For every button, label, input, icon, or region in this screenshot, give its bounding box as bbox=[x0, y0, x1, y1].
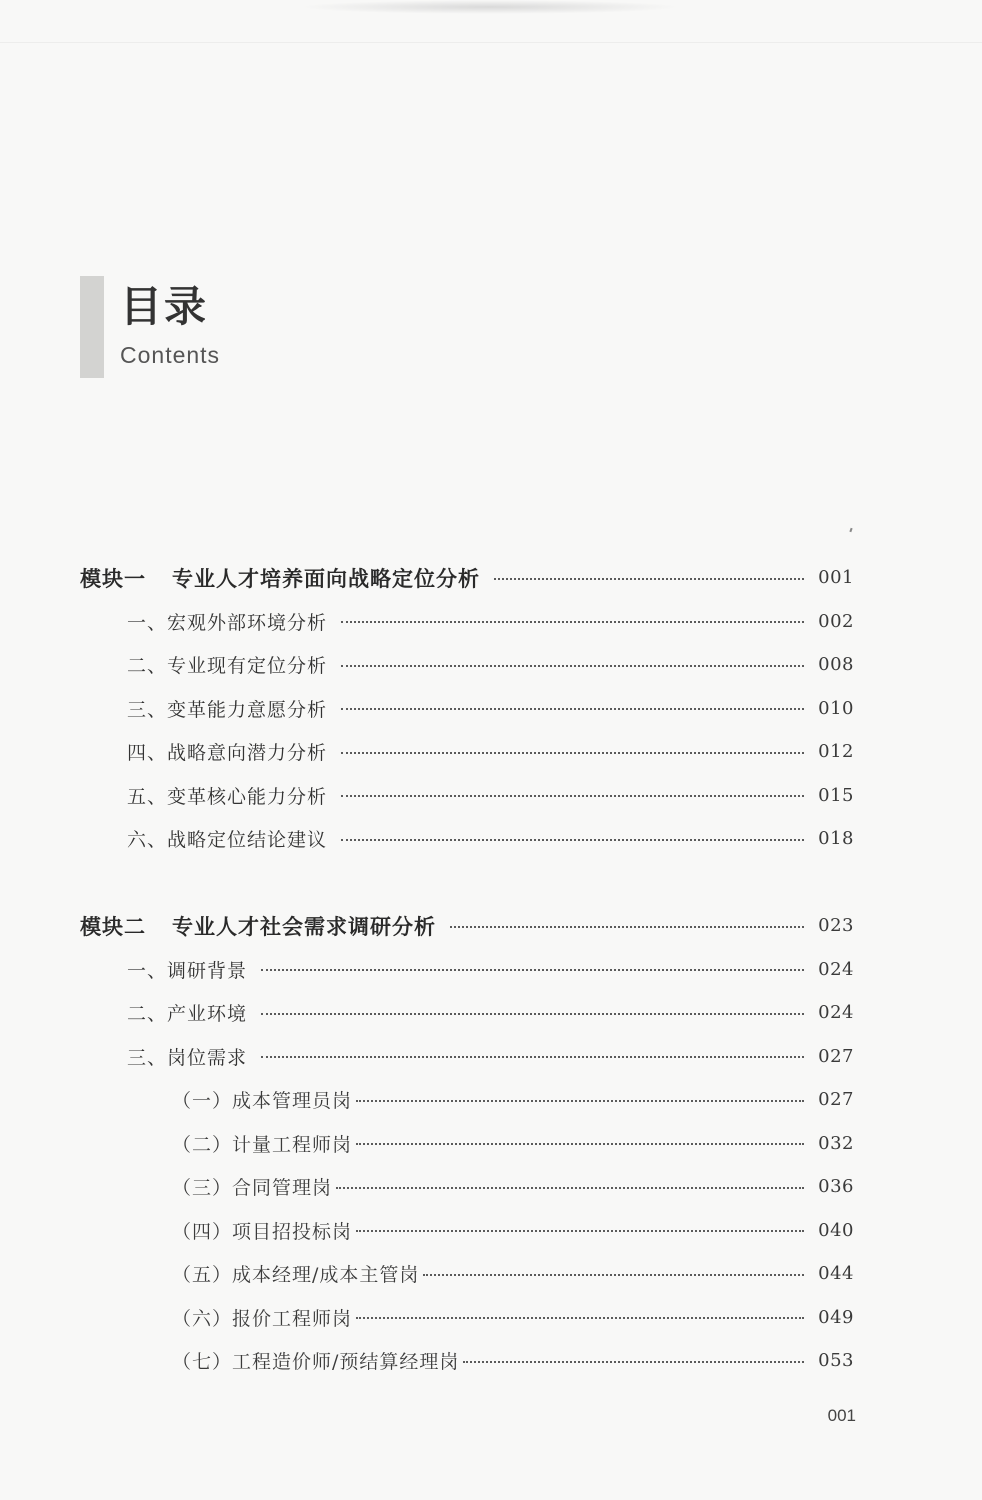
toc-section[interactable] bbox=[80, 600, 854, 644]
dot-leader bbox=[341, 708, 804, 710]
toc-section[interactable] bbox=[80, 687, 854, 731]
toc-section[interactable] bbox=[80, 991, 854, 1035]
toc-subsection-title: （四）项目招投标岗 bbox=[172, 1220, 353, 1243]
toc-page-number: 018 bbox=[818, 828, 854, 850]
dot-leader bbox=[356, 1230, 804, 1232]
toc-page-number: 027 bbox=[818, 1089, 854, 1111]
toc-section[interactable] bbox=[80, 643, 854, 687]
toc-page-number: 024 bbox=[818, 958, 854, 980]
toc-section-title: 二、产业环境 bbox=[127, 1003, 248, 1026]
dot-leader bbox=[356, 1100, 804, 1102]
toc-page-number: 023 bbox=[818, 915, 854, 937]
toc-section-title: 六、战略定位结论建议 bbox=[127, 829, 328, 852]
dot-leader bbox=[341, 621, 804, 623]
toc-module-2[interactable] bbox=[80, 904, 854, 948]
dot-leader bbox=[261, 1056, 804, 1058]
dot-leader bbox=[341, 665, 804, 667]
dot-leader bbox=[341, 752, 804, 754]
folio-page-number: 001 bbox=[827, 1406, 856, 1425]
toc-module-title: 专业人才社会需求调研分析 bbox=[172, 913, 436, 939]
toc-page-number: 040 bbox=[818, 1219, 854, 1241]
dot-leader bbox=[356, 1143, 804, 1145]
toc-page-number: 036 bbox=[818, 1176, 854, 1198]
scan-shadow bbox=[300, 0, 680, 14]
toc-section-title: 二、专业现有定位分析 bbox=[127, 655, 328, 678]
page-title: 目录 bbox=[120, 282, 209, 331]
table-of-contents bbox=[80, 556, 854, 1383]
toc-subsection-title: （二）计量工程师岗 bbox=[172, 1133, 353, 1156]
dot-leader bbox=[356, 1317, 804, 1319]
toc-section-title: 一、宏观外部环境分析 bbox=[127, 611, 328, 634]
dot-leader bbox=[261, 969, 804, 971]
toc-page-number: 015 bbox=[818, 784, 854, 806]
page-subtitle: Contents bbox=[120, 342, 221, 368]
toc-subsection-title: （五）成本经理/成本主管岗 bbox=[172, 1264, 420, 1287]
dot-leader bbox=[450, 926, 804, 928]
toc-section-title: 四、战略意向潜力分析 bbox=[127, 742, 328, 765]
toc-module-title: 专业人才培养面向战略定位分析 bbox=[172, 565, 480, 591]
toc-module-heading bbox=[80, 563, 480, 593]
title-accent-bar bbox=[80, 276, 104, 378]
toc-subsection-title: （三）合同管理岗 bbox=[172, 1177, 333, 1200]
dot-leader bbox=[261, 1013, 804, 1015]
toc-page-number: 008 bbox=[818, 654, 854, 676]
toc-section[interactable] bbox=[80, 948, 854, 992]
toc-subsection[interactable] bbox=[80, 1296, 854, 1340]
toc-subsection-title: （六）报价工程师岗 bbox=[172, 1307, 353, 1330]
toc-module-1[interactable] bbox=[80, 556, 854, 600]
scan-speck bbox=[849, 528, 852, 532]
toc-section-title: 三、岗位需求 bbox=[127, 1046, 248, 1069]
dot-leader bbox=[336, 1187, 804, 1189]
toc-subsection[interactable] bbox=[80, 1209, 854, 1253]
dot-leader bbox=[341, 795, 804, 797]
toc-section[interactable] bbox=[80, 774, 854, 818]
toc-subsection[interactable] bbox=[80, 1252, 854, 1296]
toc-page-number: 049 bbox=[818, 1306, 854, 1328]
dot-leader bbox=[494, 578, 804, 580]
toc-page-number: 002 bbox=[818, 610, 854, 632]
toc-section[interactable] bbox=[80, 817, 854, 861]
toc-subsection[interactable] bbox=[80, 1122, 854, 1166]
toc-section-title: 五、变革核心能力分析 bbox=[127, 785, 328, 808]
toc-page-number: 027 bbox=[818, 1045, 854, 1067]
toc-section-title: 三、变革能力意愿分析 bbox=[127, 698, 328, 721]
toc-page-number: 024 bbox=[818, 1002, 854, 1024]
toc-subsection[interactable] bbox=[80, 1339, 854, 1383]
toc-section[interactable] bbox=[80, 730, 854, 774]
toc-page-number: 012 bbox=[818, 741, 854, 763]
toc-module-label: 模块一 bbox=[80, 565, 146, 591]
toc-module-heading bbox=[80, 911, 436, 941]
toc-page-number: 010 bbox=[818, 697, 854, 719]
scan-edge-line bbox=[0, 42, 982, 43]
toc-module-label: 模块二 bbox=[80, 913, 146, 939]
dot-leader bbox=[463, 1361, 804, 1363]
toc-section-title: 一、调研背景 bbox=[127, 959, 248, 982]
toc-subsection-title: （七）工程造价师/预结算经理岗 bbox=[172, 1351, 460, 1374]
toc-page-number: 053 bbox=[818, 1350, 854, 1372]
toc-subsection[interactable] bbox=[80, 1078, 854, 1122]
dot-leader bbox=[341, 839, 804, 841]
toc-subsection[interactable] bbox=[80, 1165, 854, 1209]
toc-page-number: 032 bbox=[818, 1132, 854, 1154]
toc-subsection-title: （一）成本管理员岗 bbox=[172, 1090, 353, 1113]
toc-page-number: 044 bbox=[818, 1263, 854, 1285]
toc-section[interactable] bbox=[80, 1035, 854, 1079]
dot-leader bbox=[423, 1274, 804, 1276]
toc-page-number: 001 bbox=[818, 567, 854, 589]
